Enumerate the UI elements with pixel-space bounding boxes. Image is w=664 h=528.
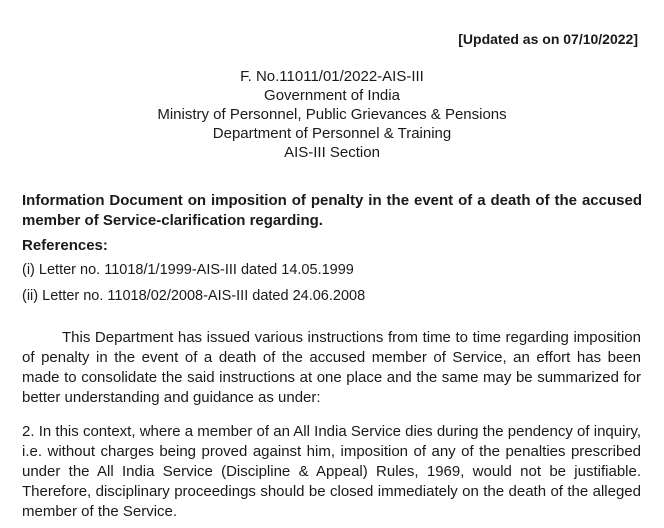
file-number: F. No.11011/01/2022-AIS-III [240, 68, 424, 85]
reference-item: (ii) Letter no. 11018/02/2008-AIS-III dated 24.06.2008 [22, 288, 366, 304]
section-line: AIS-III Section [284, 144, 380, 161]
ministry-line: Ministry of Personnel, Public Grievances & Pensions [157, 106, 507, 123]
paragraph-2: 2. In this context, where a member of an All India Service dies during the pendency of inquiry, i.e. without charges being proved against him, imposition of any of the penalties prescribed under the All India Service (Discipline & Appeal) Rules, 1969, would not be justifiable. Therefore, disciplinary proceedings should be closed immediately on the death of the alleged member of the Service. [22, 423, 641, 520]
document-header [0, 67, 664, 162]
references-heading: References: [22, 237, 108, 254]
department-line: Department of Personnel & Training [212, 125, 452, 142]
paragraph-1: This Department has issued various instructions from time to time regarding imposition of penalty in the event of a death of the accused member of Service, an effort has been made to consolidate the said instructions at one place and the same may be summarized for better understanding and guidance as under: [22, 329, 641, 406]
government-line: Government of India [264, 87, 400, 104]
reference-item: (i) Letter no. 11018/1/1999-AIS-III dated 14.05.1999 [22, 262, 354, 278]
update-note: [Updated as on 07/10/2022] [458, 31, 638, 47]
document-title: Information Document on imposition of penalty in the event of a death of the accused member of Service-clarification regarding. [22, 192, 642, 229]
